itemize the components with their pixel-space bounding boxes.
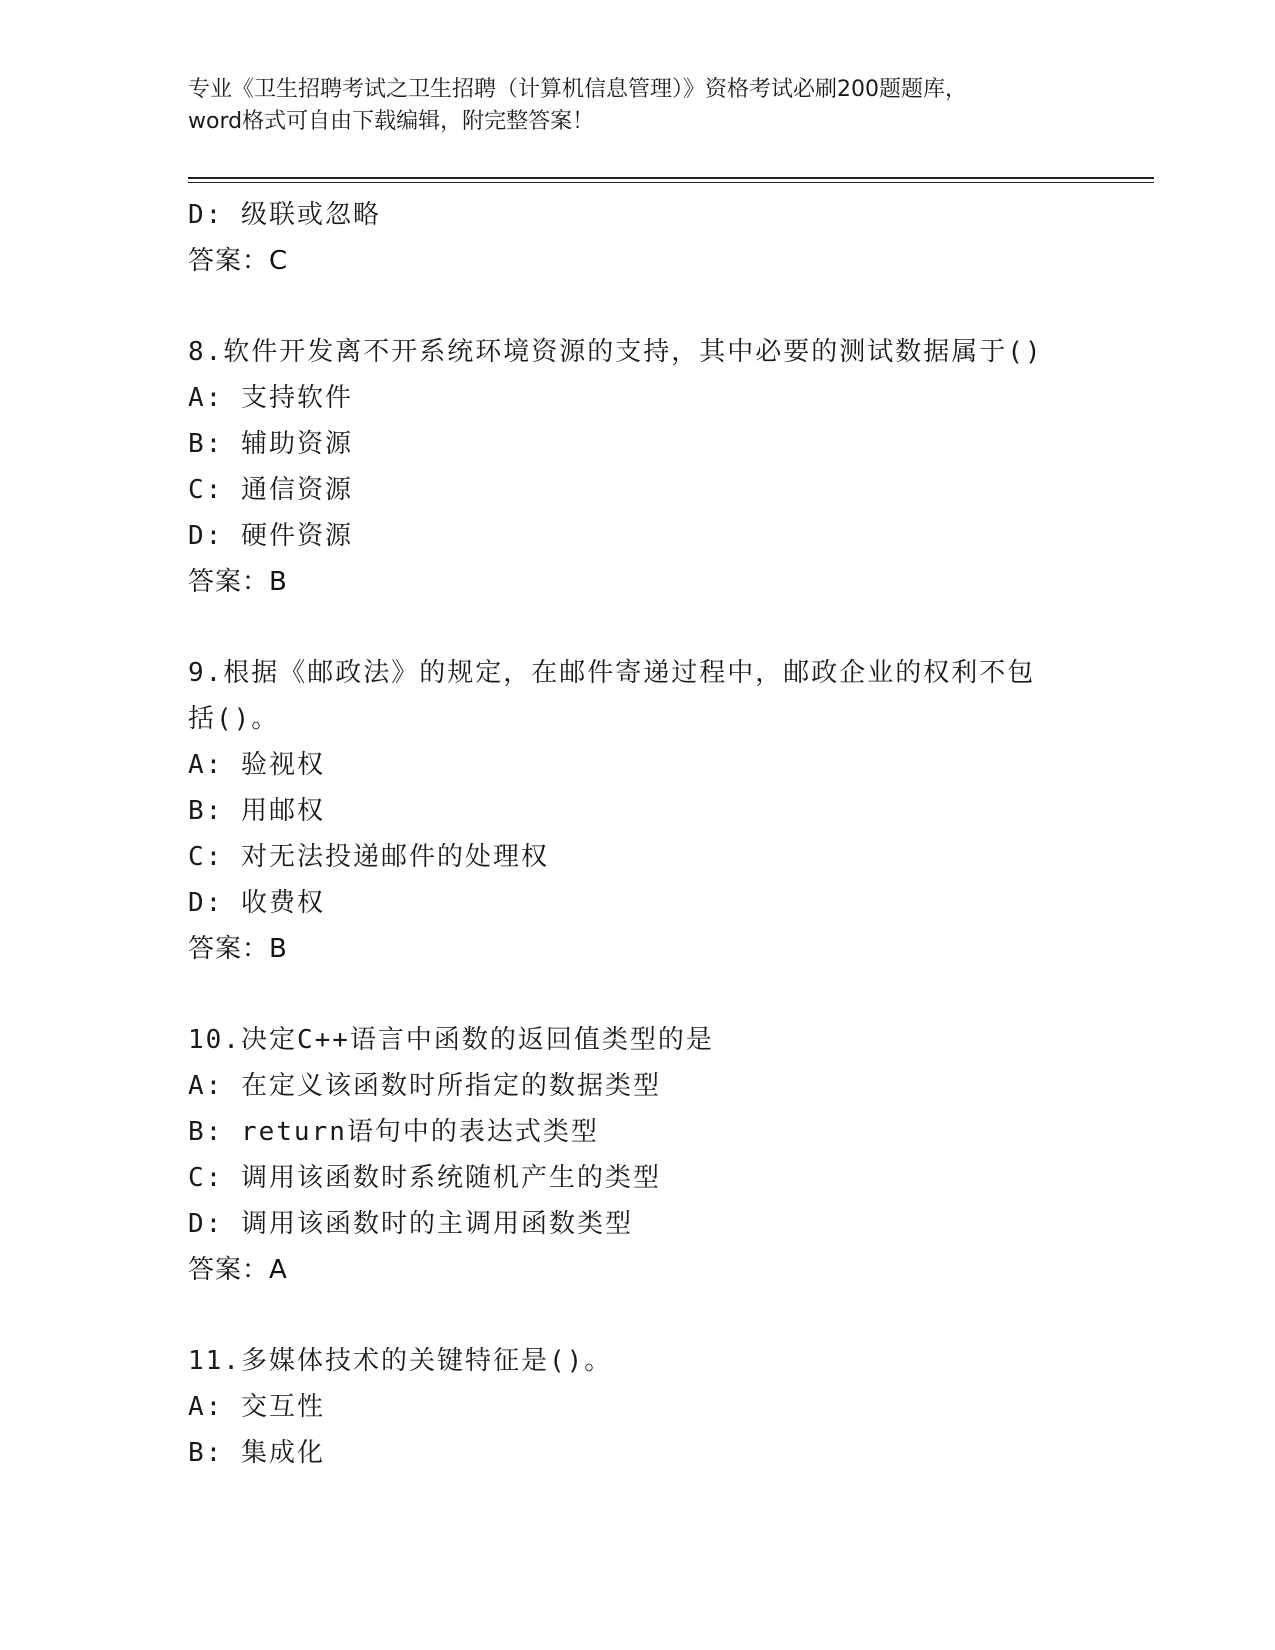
question-title-line-1: 9.根据《邮政法》的规定，在邮件寄递过程中，邮政企业的权利不包 [188,658,1036,688]
question-content [188,192,1088,1476]
answer: 答案：B [188,934,288,964]
question-title-line-2: 括()。 [188,704,280,734]
spacer [188,605,1088,650]
header-divider-thin [188,182,1154,183]
question-10 [188,1017,1088,1293]
option-b: B: return语句中的表达式类型 [188,1117,599,1147]
option-b: B: 集成化 [188,1438,325,1468]
question-9 [188,650,1088,972]
header-line-1: 专业《卫生招聘考试之卫生招聘（计算机信息管理）》资格考试必刷200题题库， [188,77,967,102]
option-a: A: 验视权 [188,750,325,780]
option-a: A: 在定义该函数时所指定的数据类型 [188,1071,661,1101]
answer: 答案：C [188,246,289,276]
question-title: 8.软件开发离不开系统环境资源的支持，其中必要的测试数据属于() [188,337,1043,367]
option-c: C: 通信资源 [188,475,353,505]
answer: 答案：A [188,1255,288,1285]
header-divider-thick [188,177,1154,179]
spacer [188,1293,1088,1338]
option-a: A: 交互性 [188,1392,325,1422]
option-d: D: 硬件资源 [188,521,353,551]
option-c: C: 对无法投递邮件的处理权 [188,842,549,872]
question-11 [188,1338,1088,1476]
option-d: D: 收费权 [188,888,325,918]
option-a: A: 支持软件 [188,383,353,413]
header-line-2: word格式可自由下载编辑，附完整答案！ [188,109,595,134]
document-header [188,74,1088,138]
option-b: B: 用邮权 [188,796,325,826]
question-title: 10.决定C++语言中函数的返回值类型的是 [188,1025,714,1055]
spacer [188,284,1088,329]
option-d: D: 级联或忽略 [188,200,381,230]
option-d: D: 调用该函数时的主调用函数类型 [188,1209,633,1239]
spacer [188,972,1088,1017]
option-c: C: 调用该函数时系统随机产生的类型 [188,1163,661,1193]
question-title: 11.多媒体技术的关键特征是()。 [188,1346,613,1376]
question-8 [188,329,1088,605]
option-b: B: 辅助资源 [188,429,353,459]
answer: 答案：B [188,567,288,597]
